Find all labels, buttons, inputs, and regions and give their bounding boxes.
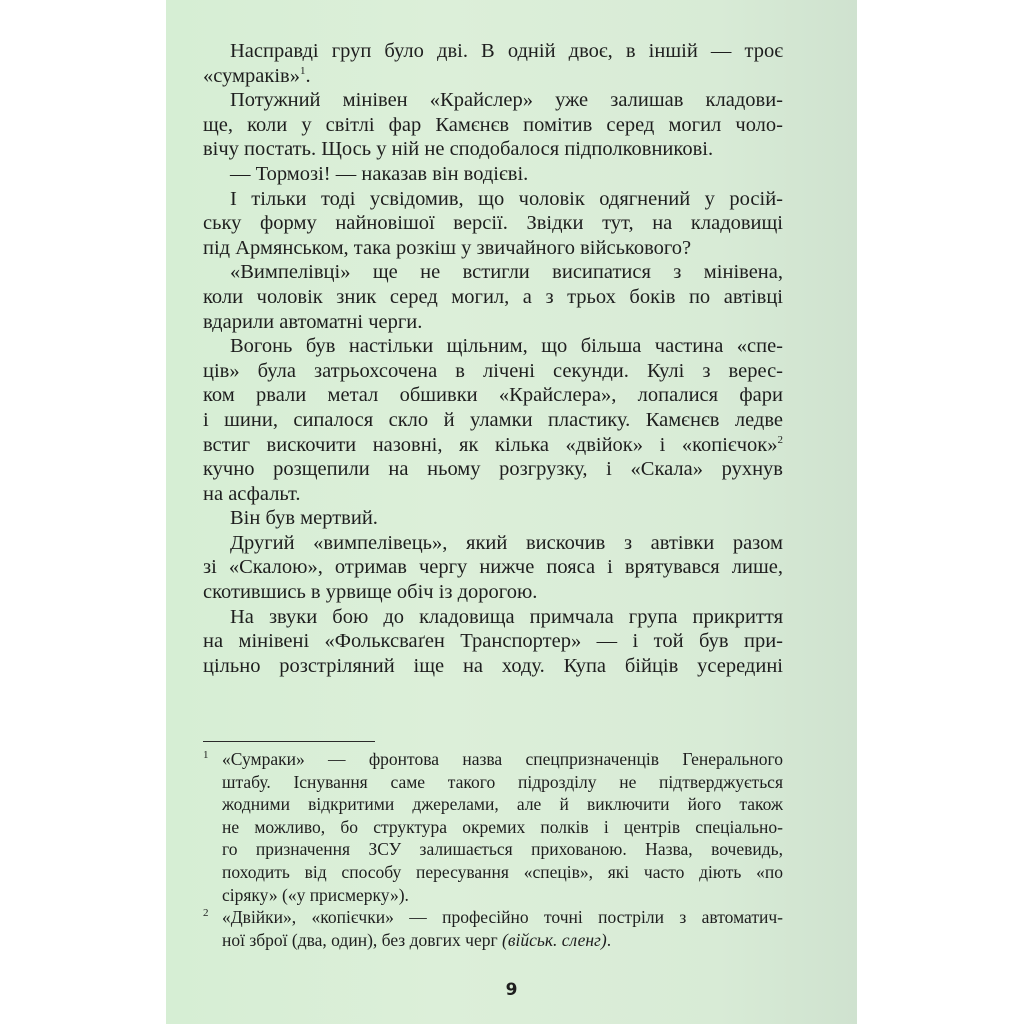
footnote-line: сіряку» («у присмерку»).: [222, 884, 409, 905]
footnote-reference[interactable]: 1: [299, 64, 306, 77]
footnote-2: [203, 906, 783, 951]
footnote-line: «Двійки», «копієчки» — професійно точні постріли з автоматич-: [222, 907, 783, 928]
text-line: І тільки тоді усвідомив, що чоловік одягнений у росій-: [230, 187, 783, 210]
text-line: зі «Скалою», отримав чергу нижче пояса і врятувався лише,: [203, 556, 783, 579]
footnote-line: го призначення ЗСУ залишається прихованою. Назва, вочевидь,: [222, 839, 783, 860]
footnote-line: штабу. Існування саме такого підрозділу не підтверджується: [222, 771, 783, 792]
text-line: на мінівені «Фольксваґен Транспортер» — і той був при-: [203, 630, 783, 653]
text-line: встиг вискочити назовні, як кілька «двійок» і «копієчок»$^2$: [203, 433, 783, 456]
text-line: Вогонь був настільки щільним, що більша частина «спе-: [230, 335, 783, 358]
text-line: на асфальт.: [203, 482, 301, 505]
text-line: Потужний мінівен «Крайслер» уже залишав кладови-: [230, 89, 783, 112]
text-line: кучно розщепили на ньому розгрузку, і «Скала» рухнув: [203, 458, 783, 481]
text-line: цільно розстріляний іще на ходу. Купа бійців усередині: [203, 654, 783, 677]
text-line: — Тормозі! — наказав він водієві.: [230, 162, 529, 185]
text-line: Другий «вимпелівець», який вискочив з автівки разом: [230, 531, 783, 554]
text-line: ще, коли у світлі фар Камєнєв помітив серед могил чоло-: [203, 113, 783, 136]
footnote-line: ної зброї (два, один), без довгих черг (військ. сленг).: [222, 929, 612, 950]
text-line: коли чоловік зник серед могил, а з трьох боків по автівці: [203, 285, 783, 308]
footnote-line: «Сумраки» — фронтова назва спецпризначенців Генерального: [222, 749, 783, 769]
text-line: Він був мертвий.: [230, 507, 378, 530]
text-line: вдарили автоматні черги.: [203, 310, 423, 333]
footnote-separator: [203, 741, 375, 742]
text-line: ців» була затрьохсочена в лічені секунди. Кулі з верес-: [203, 359, 783, 382]
footnote-line: жодними відкритими джерелами, але й виключити його також: [222, 794, 783, 815]
text-line: Насправді груп було дві. В одній двоє, в іншій — троє: [230, 40, 783, 62]
text-line: На звуки бою до кладовища примчала група прикриття: [230, 605, 783, 628]
footnote-reference[interactable]: 2: [777, 433, 783, 446]
text-line: вічу постать. Щось у ній не сподобалося підполковникові.: [203, 138, 714, 161]
footnote-1: [203, 748, 783, 906]
text-line: і шини, сипалося скло й уламки пластику. Камєнєв ледве: [203, 408, 783, 431]
text-line: «сумраків»$^1$.: [203, 64, 311, 87]
text-line: під Армянськом, така розкіш у звичайного військового?: [203, 236, 692, 259]
text-line: ську форму найновішої версії. Звідки тут, на кладовищі: [203, 212, 783, 235]
text-line: «Вимпелівці» ще не встигли висипатися з мінівена,: [230, 261, 783, 284]
footnote-marker: 1: [203, 749, 209, 761]
book-page: [166, 0, 857, 1024]
footnote-marker: 2: [203, 907, 209, 920]
footnote-line: походить від способу пересування «спеців», які часто діють «по: [222, 861, 783, 882]
text-line: скотившись в урвище обіч із дорогою.: [203, 581, 538, 604]
page-number: 9: [505, 980, 518, 1000]
footnote-line: не можливо, бо структура окремих полків і центрів спеціально-: [222, 816, 783, 837]
body-text: [203, 39, 783, 678]
text-line: ком рвали метал обшивки «Крайслера», лопалися фари: [203, 384, 783, 407]
footnotes: [203, 748, 783, 951]
